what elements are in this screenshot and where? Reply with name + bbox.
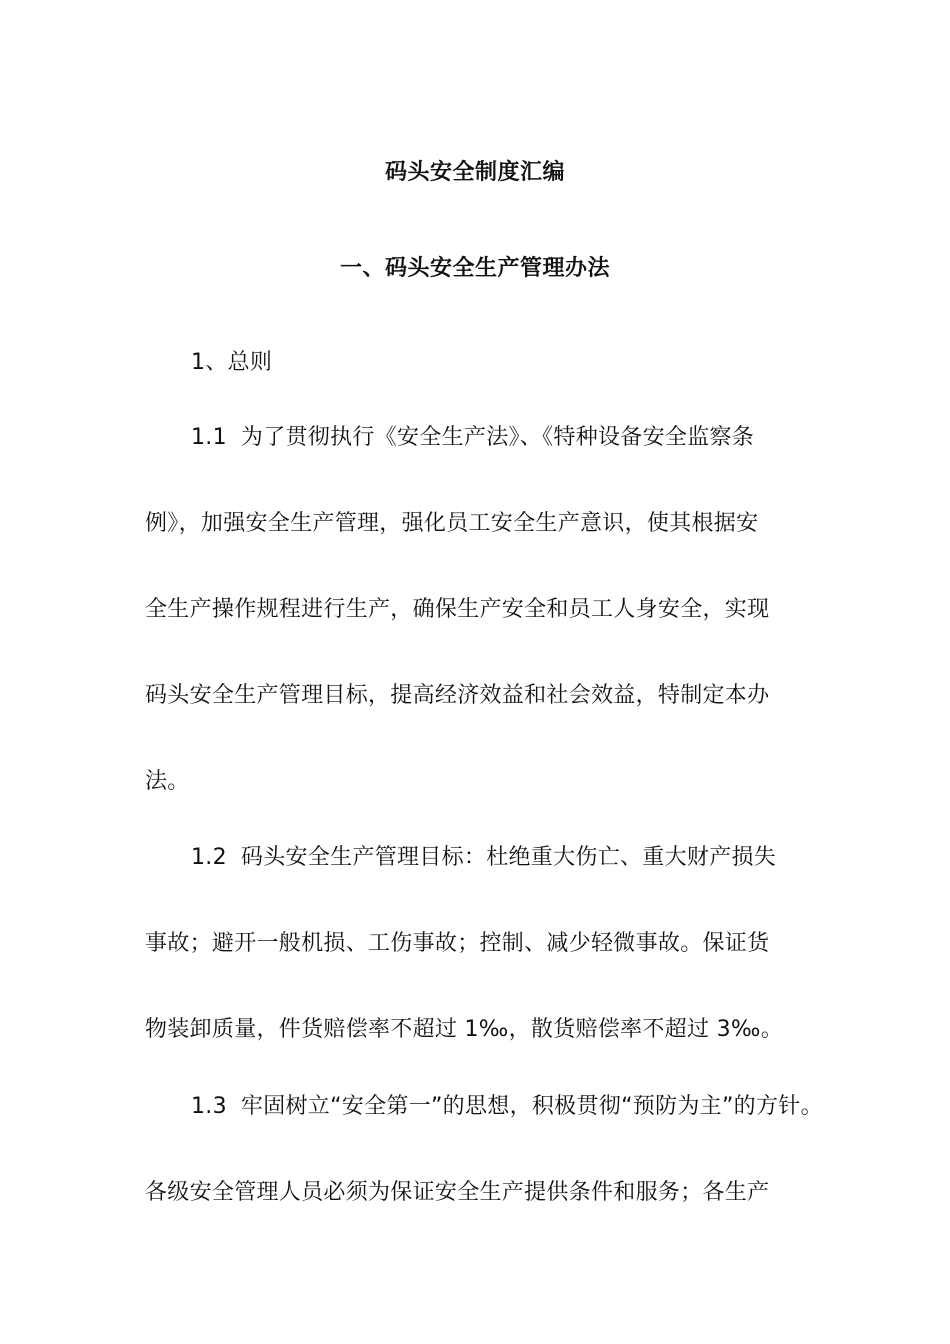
paragraph-number: 1.3	[191, 1094, 227, 1119]
paragraph-line: 物装卸质量，件货赔偿率不超过 1‰，散货赔偿率不超过 3‰。	[145, 1017, 784, 1042]
paragraph-line-text: 为了贯彻执行《安全生产法》、《特种设备安全监察条	[240, 425, 755, 450]
paragraph-line: 全生产操作规程进行生产，确保生产安全和员工人身安全，实现	[145, 597, 770, 622]
paragraph-1-2	[145, 815, 805, 1073]
paragraph-line-text: 码头安全生产管理目标：杜绝重大伤亡、重大财产损失	[240, 845, 777, 870]
paragraph-line: 例》，加强安全生产管理，强化员工安全生产意识，使其根据安	[145, 511, 759, 536]
paragraph-line: 各级安全管理人员必须为保证安全生产提供条件和服务；各生产	[145, 1180, 770, 1205]
paragraph-line: 法。	[145, 769, 190, 794]
paragraph-line	[145, 815, 805, 901]
paragraph-line	[145, 1064, 823, 1150]
paragraph-number: 1.2	[191, 845, 227, 870]
section-heading: 一、码头安全生产管理办法	[339, 256, 610, 281]
document-title: 码头安全制度汇编	[384, 160, 565, 185]
paragraph-line: 码头安全生产管理目标，提高经济效益和社会效益，特制定本办	[145, 683, 770, 708]
general-heading: 1、总则	[191, 350, 273, 375]
paragraph-number: 1.1	[191, 425, 227, 450]
paragraph-line: 事故；避开一般机损、工伤事故；控制、减少轻微事故。保证货	[145, 931, 770, 956]
paragraph-1-3	[145, 1064, 823, 1236]
paragraph-line	[145, 395, 805, 481]
paragraph-1-1	[145, 395, 805, 825]
paragraph-line-text: 牢固树立“安全第一”的思想，积极贯彻“预防为主”的方针。	[240, 1094, 823, 1119]
